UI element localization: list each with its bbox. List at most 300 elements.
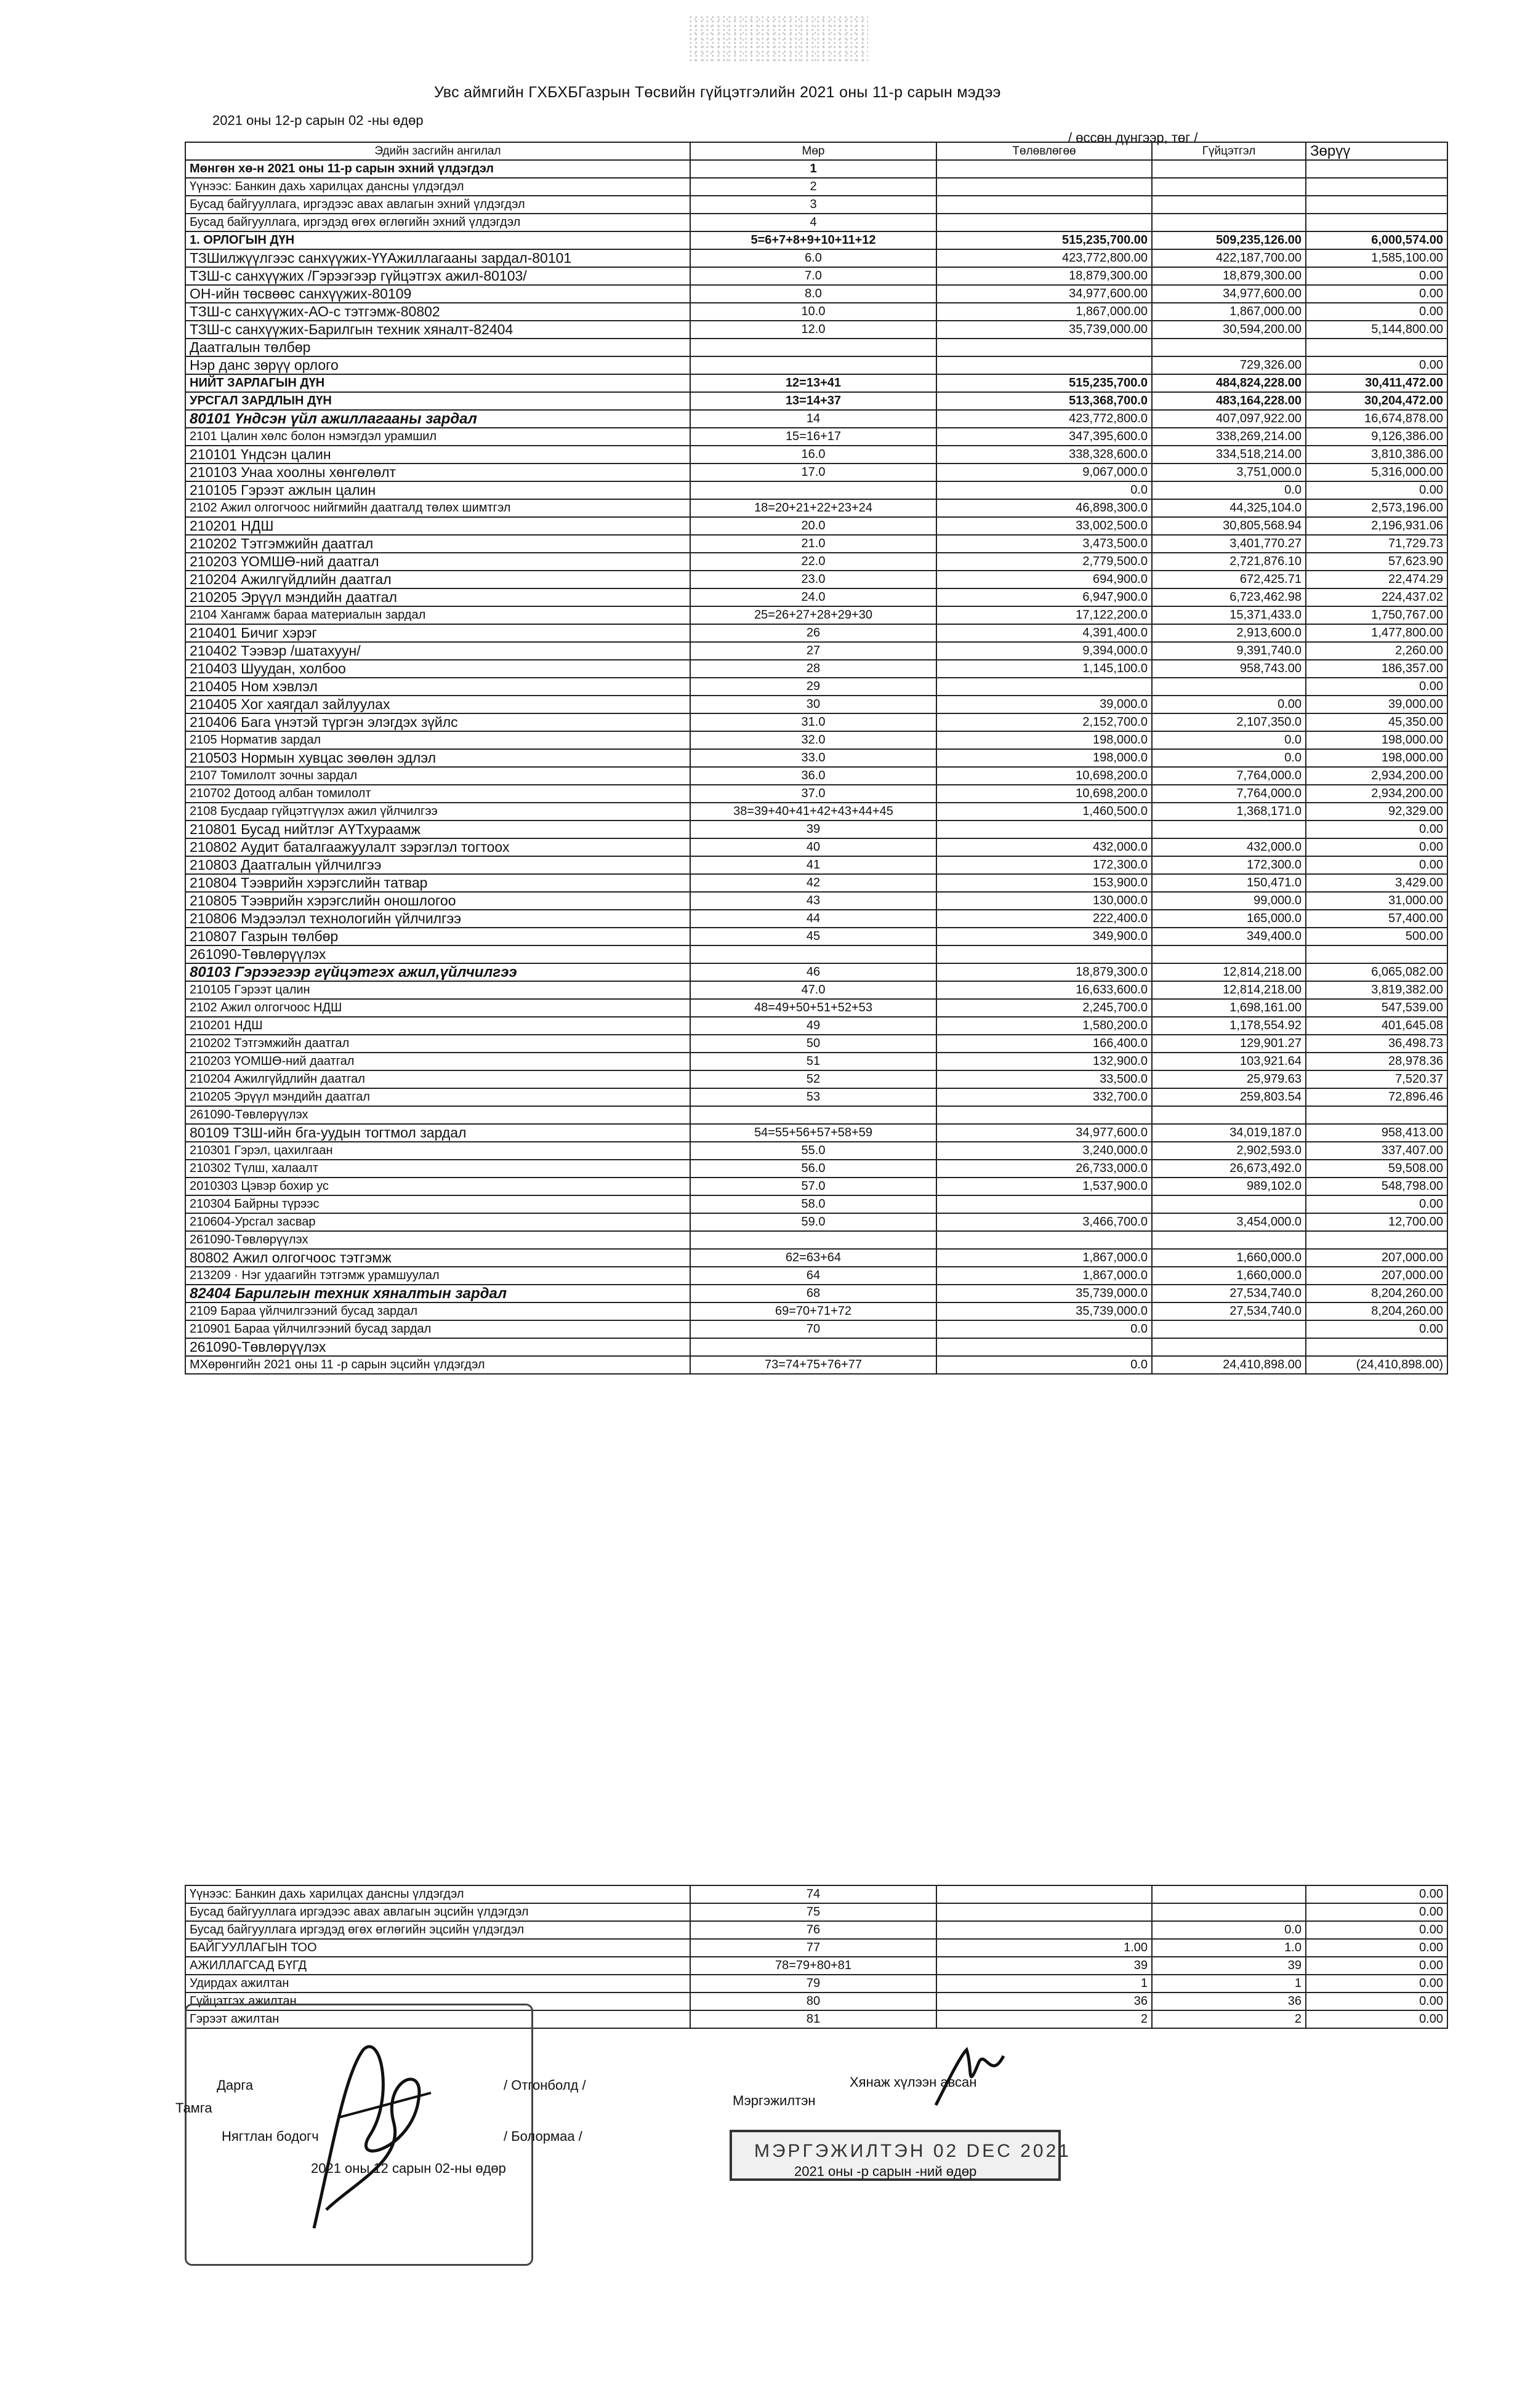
row-name: 210405 Ном хэвлэл [185,678,690,696]
table-row [185,1195,1447,1213]
row-name: 210406 Бага үнэтэй түргэн элэгдэх зүйлс [185,713,690,731]
row-actual: 15,371,433.0 [1152,606,1306,624]
row-diff: 0.00 [1306,856,1447,874]
row-diff: 12,700.00 [1306,1213,1447,1231]
row-plan: 0.0 [936,1356,1152,1374]
table-row [185,856,1447,874]
row-mor: 10.0 [690,303,936,321]
row-actual: 2 [1152,2010,1306,2028]
row-actual: 1,698,161.00 [1152,999,1306,1017]
row-plan: 18,879,300.00 [936,267,1152,285]
row-mor: 49 [690,1017,936,1035]
row-mor: 27 [690,642,936,660]
row-name: 210201 НДШ [185,1017,690,1035]
row-mor: 22.0 [690,553,936,571]
row-mor: 13=14+37 [690,392,936,410]
table-row [185,535,1447,553]
row-mor: 39 [690,821,936,838]
table-row [185,642,1447,660]
row-actual [1152,1885,1306,1903]
row-diff: 547,539.00 [1306,999,1447,1017]
row-name: Бусад байгууллага, иргэдээс авах авлагын эхний үлдэгдэл [185,196,690,214]
director-name: / Отгонболд / [504,2077,586,2093]
table-row [185,231,1447,249]
row-name: МХөрөнгийн 2021 оны 11 -р сарын эцсийн үлдэгдэл [185,1356,690,1374]
row-name: 210203 ҮОМШӨ-ний даатгал [185,1053,690,1070]
row-plan: 0.0 [936,481,1152,499]
row-mor [690,339,936,356]
row-name: 2101 Цалин хөлс болон нэмэгдэл урамшил [185,428,690,446]
row-mor: 37.0 [690,785,936,803]
table-row [185,660,1447,678]
row-actual: 2,721,876.10 [1152,553,1306,571]
table-row [185,267,1447,285]
director-title: Дарга [217,2077,254,2093]
row-plan: 153,900.0 [936,874,1152,892]
row-plan [936,945,1152,963]
row-plan [936,196,1152,214]
row-diff [1306,1231,1447,1249]
accountant-title: Нягтлан бодогч [222,2129,319,2144]
row-mor: 29 [690,678,936,696]
table-row [185,321,1447,339]
row-mor: 32.0 [690,731,936,749]
table-row [185,696,1447,713]
row-name: 210403 Шуудан, холбоо [185,660,690,678]
row-actual: 36 [1152,1993,1306,2010]
row-plan [936,1195,1152,1213]
row-plan: 1,867,000.0 [936,1267,1152,1285]
row-diff: 57,623.90 [1306,553,1447,571]
table-row [185,392,1447,410]
row-actual: 0.0 [1152,749,1306,767]
row-actual: 1,368,171.0 [1152,803,1306,821]
row-mor: 28 [690,660,936,678]
table-row [185,553,1447,571]
row-name: 210402 Тээвэр /шатахуун/ [185,642,690,660]
row-name: 261090-Төвлөрүүлэх [185,1231,690,1249]
row-plan: 33,500.0 [936,1070,1152,1088]
row-name: 210803 Даатгалын үйлчилгээ [185,856,690,874]
table-row [185,1017,1447,1035]
row-mor: 57.0 [690,1178,936,1195]
row-diff [1306,214,1447,231]
row-actual [1152,1320,1306,1338]
row-mor [690,1338,936,1356]
row-mor: 4 [690,214,936,231]
row-actual: 99,000.0 [1152,892,1306,910]
table-row [185,803,1447,821]
row-diff: 3,429.00 [1306,874,1447,892]
row-plan: 332,700.0 [936,1088,1152,1106]
row-mor: 62=63+64 [690,1249,936,1267]
row-actual: 27,534,740.0 [1152,1285,1306,1302]
row-diff: 224,437.02 [1306,588,1447,606]
table-row [185,892,1447,910]
footer-row [185,1921,1447,1939]
row-diff: 0.00 [1306,303,1447,321]
row-plan: 1 [936,1975,1152,1993]
row-name: 210203 ҮОМШӨ-ний даатгал [185,553,690,571]
row-plan: 46,898,300.0 [936,499,1152,517]
row-mor: 52 [690,1070,936,1088]
row-actual: 30,594,200.00 [1152,321,1306,339]
row-actual [1152,160,1306,178]
row-actual: 0.0 [1152,731,1306,749]
table-row [185,1053,1447,1070]
row-plan: 166,400.0 [936,1035,1152,1053]
row-plan: 2,152,700.0 [936,713,1152,731]
row-name: 210302 Түлш, халаалт [185,1160,690,1178]
row-plan: 132,900.0 [936,1053,1152,1070]
row-diff: 3,810,386.00 [1306,446,1447,464]
row-plan: 515,235,700.0 [936,374,1152,392]
review-stamp-text: МЭРГЭЖИЛТЭН 02 DEC 2021 [754,2141,1071,2161]
footer-row [185,1885,1447,1903]
row-plan [936,214,1152,231]
row-actual: 12,814,218.00 [1152,981,1306,999]
row-diff: 57,400.00 [1306,910,1447,928]
row-diff: 186,357.00 [1306,660,1447,678]
row-mor: 20.0 [690,517,936,535]
row-plan: 35,739,000.0 [936,1285,1152,1302]
report-date: 2021 оны 12-р сарын 02 -ны өдөр [212,113,424,128]
row-actual: 259,803.54 [1152,1088,1306,1106]
row-diff: 0.00 [1306,1320,1447,1338]
row-plan [936,339,1152,356]
row-actual [1152,1195,1306,1213]
row-name: 210301 Гэрэл, цахилгаан [185,1142,690,1160]
row-plan: 1,867,000.0 [936,1249,1152,1267]
row-actual: 407,097,922.00 [1152,410,1306,428]
row-mor: 78=79+80+81 [690,1957,936,1975]
row-name: АЖИЛЛАГСАД БҮГД [185,1957,690,1975]
row-name: 2107 Томилолт зочны зардал [185,767,690,785]
table-row [185,517,1447,535]
row-plan: 432,000.0 [936,838,1152,856]
row-mor: 30 [690,696,936,713]
table-row [185,606,1447,624]
row-mor: 55.0 [690,1142,936,1160]
report-title: Увс аймгийн ГХБХБГазрын Төсвийн гүйцэтгэлийн 2021 оны 11-р сарын мэдээ [434,84,1001,101]
row-plan: 3,240,000.0 [936,1142,1152,1160]
row-actual: 1,178,554.92 [1152,1017,1306,1035]
row-actual: 1,867,000.00 [1152,303,1306,321]
row-name: ТЗШ-с санхүүжих-Барилгын техник хяналт-82404 [185,321,690,339]
row-diff [1306,339,1447,356]
table-row [185,588,1447,606]
row-mor: 1 [690,160,936,178]
row-name: ТЗШилжүүлгээс санхүүжих-ҮҮАжиллагааны зардал-80101 [185,249,690,267]
row-mor: 33.0 [690,749,936,767]
row-name: 210101 Үндсэн цалин [185,446,690,464]
table-row [185,1302,1447,1320]
table-row [185,571,1447,588]
row-mor: 23.0 [690,571,936,588]
row-name: 210205 Эрүүл мэндийн даатгал [185,1088,690,1106]
footer-row [185,1957,1447,1975]
row-diff: 0.00 [1306,1903,1447,1921]
row-mor: 75 [690,1903,936,1921]
footer-row [185,1939,1447,1957]
row-diff [1306,945,1447,963]
row-mor: 14 [690,410,936,428]
table-row [185,945,1447,963]
row-diff: 0.00 [1306,1195,1447,1213]
row-mor: 58.0 [690,1195,936,1213]
row-name: 80109 ТЗШ-ийн бга-уудын тогтмол зардал [185,1124,690,1142]
row-actual: 1,660,000.0 [1152,1249,1306,1267]
row-diff: 36,498.73 [1306,1035,1447,1053]
row-actual: 24,410,898.00 [1152,1356,1306,1374]
table-row [185,713,1447,731]
row-name: БАЙГУУЛЛАГЫН ТОО [185,1939,690,1957]
table-row [185,1160,1447,1178]
row-mor: 18=20+21+22+23+24 [690,499,936,517]
row-actual: 989,102.0 [1152,1178,1306,1195]
row-name: 82404 Барилгын техник хяналтын зардал [185,1285,690,1302]
row-diff: 2,934,200.00 [1306,785,1447,803]
row-diff: 16,674,878.00 [1306,410,1447,428]
row-actual: 25,979.63 [1152,1070,1306,1088]
row-diff: 31,000.00 [1306,892,1447,910]
table-row [185,838,1447,856]
row-name: 2102 Ажил олгогчоос нийгмийн даатгалд төлөх шимтгэл [185,499,690,517]
table-row [185,446,1447,464]
row-actual [1152,196,1306,214]
row-diff [1306,1338,1447,1356]
row-name: 213209 · Нэг удаагийн тэтгэмж урамшуулал [185,1267,690,1285]
row-plan [936,1338,1152,1356]
row-actual: 729,326.00 [1152,356,1306,374]
row-actual: 150,471.0 [1152,874,1306,892]
row-mor: 6.0 [690,249,936,267]
seal-label: Тамга [175,2100,212,2116]
row-actual: 39 [1152,1957,1306,1975]
row-plan: 222,400.0 [936,910,1152,928]
row-actual [1152,214,1306,231]
row-mor: 70 [690,1320,936,1338]
row-diff: 337,407.00 [1306,1142,1447,1160]
row-name: 210401 Бичиг хэрэг [185,624,690,642]
row-actual: 165,000.0 [1152,910,1306,928]
row-diff: 0.00 [1306,678,1447,696]
row-plan: 16,633,600.0 [936,981,1152,999]
row-name: 210801 Бусад нийтлэг АҮТхураамж [185,821,690,838]
row-actual: 432,000.0 [1152,838,1306,856]
row-actual: 129,901.27 [1152,1035,1306,1053]
row-name: 210204 Ажилгүйдлийн даатгал [185,571,690,588]
row-plan: 39 [936,1957,1152,1975]
table-row [185,731,1447,749]
table-row [185,499,1447,517]
row-mor: 53 [690,1088,936,1106]
row-name: Гэрээт ажилтан [185,2010,690,2028]
table-row [185,1356,1447,1374]
table-row [185,1142,1447,1160]
row-plan [936,356,1152,374]
row-plan: 17,122,200.0 [936,606,1152,624]
row-diff: 92,329.00 [1306,803,1447,821]
row-plan: 39,000.0 [936,696,1152,713]
row-plan: 349,900.0 [936,928,1152,945]
table-row [185,356,1447,374]
row-mor: 69=70+71+72 [690,1302,936,1320]
table-row [185,1249,1447,1267]
footer-row [185,1975,1447,1993]
row-diff: 7,520.37 [1306,1070,1447,1088]
row-name: 210804 Тээврийн хэрэгслийн татвар [185,874,690,892]
table-row [185,214,1447,231]
table-row [185,1035,1447,1053]
table-row [185,1070,1447,1088]
row-actual: 1.0 [1152,1939,1306,1957]
row-mor: 5=6+7+8+9+10+11+12 [690,231,936,249]
table-row [185,821,1447,838]
row-actual: 483,164,228.00 [1152,392,1306,410]
row-name: 210807 Газрын төлбөр [185,928,690,945]
column-header-category: Эдийн засгийн ангилал [185,142,690,160]
row-actual: 172,300.0 [1152,856,1306,874]
row-mor: 15=16+17 [690,428,936,446]
row-diff: 0.00 [1306,1921,1447,1939]
row-plan: 1,537,900.0 [936,1178,1152,1195]
row-actual [1152,339,1306,356]
row-diff: 198,000.00 [1306,749,1447,767]
row-diff: 45,350.00 [1306,713,1447,731]
row-actual: 30,805,568.94 [1152,517,1306,535]
row-actual: 44,325,104.0 [1152,499,1306,517]
row-actual: 1 [1152,1975,1306,1993]
row-mor [690,945,936,963]
table-row [185,410,1447,428]
row-diff: 2,196,931.06 [1306,517,1447,535]
row-diff: 198,000.00 [1306,731,1447,749]
row-mor: 16.0 [690,446,936,464]
row-mor: 40 [690,838,936,856]
table-row [185,249,1447,267]
row-name: 2102 Ажил олгогчоос НДШ [185,999,690,1017]
row-name: 261090-Төвлөрүүлэх [185,1338,690,1356]
row-actual: 2,902,593.0 [1152,1142,1306,1160]
table-row [185,1285,1447,1302]
accountant-name: / Болормаа / [504,2129,582,2144]
table-row [185,749,1447,767]
row-diff: 71,729.73 [1306,535,1447,553]
row-plan [936,678,1152,696]
row-plan: 1,460,500.0 [936,803,1152,821]
row-mor: 74 [690,1885,936,1903]
row-diff: 28,978.36 [1306,1053,1447,1070]
row-name: 210405 Хог хаягдал зайлуулах [185,696,690,713]
column-header-plan: Төлөвлөгөө [936,142,1152,160]
row-name: Үүнээс: Банкин дахь харилцах дансны үлдэгдэл [185,1885,690,1903]
row-diff [1306,178,1447,196]
row-diff: 6,000,574.00 [1306,231,1447,249]
row-name: 80802 Ажил олгогчоос тэтгэмж [185,1249,690,1267]
row-plan: 34,977,600.0 [936,1124,1152,1142]
row-plan [936,160,1152,178]
row-mor: 17.0 [690,464,936,481]
row-plan [936,1903,1152,1921]
row-actual: 422,187,700.00 [1152,249,1306,267]
row-diff: 39,000.00 [1306,696,1447,713]
row-diff: 0.00 [1306,1975,1447,1993]
row-diff: 0.00 [1306,356,1447,374]
scan-noise [690,15,868,62]
row-diff: 30,411,472.00 [1306,374,1447,392]
row-diff: 9,126,386.00 [1306,428,1447,446]
row-diff: 958,413.00 [1306,1124,1447,1142]
row-diff: 3,819,382.00 [1306,981,1447,999]
row-actual: 2,107,350.0 [1152,713,1306,731]
row-diff: 500.00 [1306,928,1447,945]
row-plan: 347,395,600.0 [936,428,1152,446]
row-name: ТЗШ-с санхүүжих-АО-с тэтгэмж-80802 [185,303,690,321]
row-plan [936,1231,1152,1249]
row-name: 210304 Байрны түрээс [185,1195,690,1213]
row-name: 2109 Бараа үйлчилгээний бусад зардал [185,1302,690,1320]
row-diff: 548,798.00 [1306,1178,1447,1195]
row-name: 210702 Дотоод албан томилолт [185,785,690,803]
row-actual: 334,518,214.00 [1152,446,1306,464]
table-row [185,481,1447,499]
row-diff: 1,477,800.00 [1306,624,1447,642]
row-mor: 2 [690,178,936,196]
row-name: Бусад байгууллага иргэдээс авах авлагын эцсийн үлдэгдэл [185,1903,690,1921]
row-diff: 1,585,100.00 [1306,249,1447,267]
row-name: 210202 Тэтгэмжийн даатгал [185,1035,690,1053]
row-actual: 9,391,740.0 [1152,642,1306,660]
row-plan [936,1885,1152,1903]
row-actual [1152,1231,1306,1249]
row-name: Удирдах ажилтан [185,1975,690,1993]
row-plan: 2 [936,2010,1152,2028]
row-plan: 9,394,000.0 [936,642,1152,660]
row-plan: 6,947,900.0 [936,588,1152,606]
row-mor: 8.0 [690,285,936,303]
row-mor: 48=49+50+51+52+53 [690,999,936,1017]
column-header-diff: Зөрүү [1306,142,1447,160]
row-mor: 68 [690,1285,936,1302]
row-name: 2108 Бусдаар гүйцэтгүүлэх ажил үйлчилгээ [185,803,690,821]
row-plan: 26,733,000.0 [936,1160,1152,1178]
row-plan [936,178,1152,196]
row-diff: (24,410,898.00) [1306,1356,1447,1374]
row-mor: 44 [690,910,936,928]
sign-date: 2021 оны 12 сарын 02-ны өдөр [311,2161,506,2176]
row-name: 210604-Урсгал засвар [185,1213,690,1231]
row-diff: 0.00 [1306,481,1447,499]
row-mor: 76 [690,1921,936,1939]
row-diff [1306,196,1447,214]
row-diff: 0.00 [1306,2010,1447,2028]
row-name: Нэр данс зөрүү орлого [185,356,690,374]
row-name: 210503 Нормын хувцас зөөлөн эдлэл [185,749,690,767]
table-row [185,928,1447,945]
row-name: Бусад байгууллага иргэдэд өгөх өглөгийн эцсийн үлдэгдэл [185,1921,690,1939]
row-plan: 18,879,300.0 [936,963,1152,981]
row-plan [936,1106,1152,1124]
row-actual: 0.00 [1152,696,1306,713]
row-mor: 80 [690,1993,936,2010]
row-name: УРСГАЛ ЗАРДЛЫН ДҮН [185,392,690,410]
row-mor [690,481,936,499]
row-name: 210202 Тэтгэмжийн даатгал [185,535,690,553]
row-name: ОН-ийн төсвөөс санхүүжих-80109 [185,285,690,303]
row-mor: 38=39+40+41+42+43+44+45 [690,803,936,821]
row-mor [690,356,936,374]
